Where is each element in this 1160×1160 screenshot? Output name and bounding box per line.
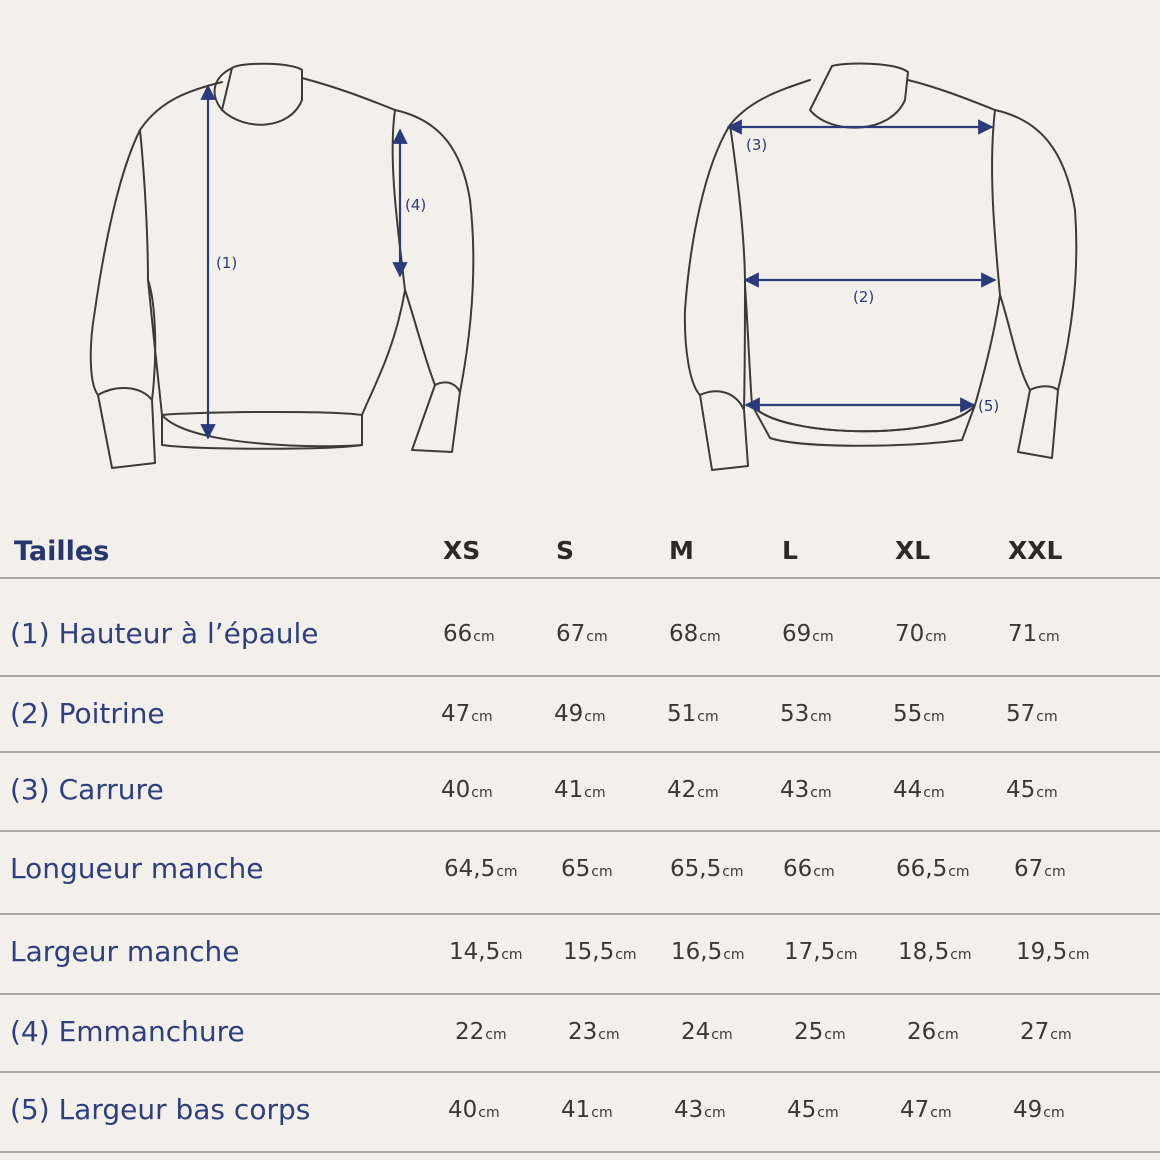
value-number: 16,5 <box>671 939 723 965</box>
back-label-2: (2) <box>853 288 875 306</box>
value-unit: cm <box>591 864 613 880</box>
value-number: 57 <box>1006 701 1036 727</box>
measurement-value-xxl <box>1006 777 1058 803</box>
value-number: 15,5 <box>563 939 615 965</box>
value-unit: cm <box>471 785 493 801</box>
measurement-value-l <box>780 777 832 803</box>
measurement-value-s <box>561 856 613 882</box>
value-unit: cm <box>923 785 945 801</box>
value-number: 55 <box>893 701 923 727</box>
size-xl: XL <box>895 536 931 565</box>
value-number: 53 <box>780 701 810 727</box>
measurement-value-xs <box>449 939 523 965</box>
measurement-label: (3) Carrure <box>10 773 164 806</box>
value-number: 40 <box>448 1097 478 1123</box>
measurement-value-s <box>561 1097 613 1123</box>
value-number: 18,5 <box>898 939 950 965</box>
size-s: S <box>556 536 575 565</box>
value-unit: cm <box>930 1105 952 1121</box>
back-label-5: (5) <box>978 397 1000 415</box>
value-unit: cm <box>836 947 858 963</box>
measurement-value-s <box>568 1019 620 1045</box>
value-unit: cm <box>1050 1027 1072 1043</box>
value-unit: cm <box>501 947 523 963</box>
table-row <box>0 995 1160 1073</box>
table-row <box>0 597 1160 677</box>
measurement-value-xs <box>444 856 518 882</box>
value-unit: cm <box>813 864 835 880</box>
value-number: 22 <box>455 1019 485 1045</box>
value-number: 44 <box>893 777 923 803</box>
value-number: 17,5 <box>784 939 836 965</box>
measurement-value-s <box>563 939 637 965</box>
value-unit: cm <box>923 709 945 725</box>
measurement-value-s <box>554 701 606 727</box>
value-number: 41 <box>561 1097 591 1123</box>
value-number: 43 <box>780 777 810 803</box>
value-number: 14,5 <box>449 939 501 965</box>
value-unit: cm <box>723 947 745 963</box>
measurement-value-l <box>783 856 835 882</box>
value-unit: cm <box>598 1027 620 1043</box>
value-number: 66,5 <box>896 856 948 882</box>
value-unit: cm <box>937 1027 959 1043</box>
front-sweater-drawing <box>91 64 474 468</box>
value-number: 19,5 <box>1016 939 1068 965</box>
value-unit: cm <box>699 629 721 645</box>
measurement-value-m <box>667 777 719 803</box>
measurement-label: (2) Poitrine <box>10 697 165 730</box>
value-number: 23 <box>568 1019 598 1045</box>
sizes-header: Tailles <box>14 536 110 567</box>
row-divider <box>0 577 1160 579</box>
value-unit: cm <box>584 785 606 801</box>
measurement-value-xl <box>898 939 972 965</box>
measurement-value-xs <box>443 621 495 647</box>
value-unit: cm <box>711 1027 733 1043</box>
measurement-value-l <box>782 621 834 647</box>
value-number: 43 <box>674 1097 704 1123</box>
measurement-value-xxl <box>1008 621 1060 647</box>
value-unit: cm <box>697 785 719 801</box>
value-number: 67 <box>1014 856 1044 882</box>
value-unit: cm <box>950 947 972 963</box>
value-number: 45 <box>787 1097 817 1123</box>
value-unit: cm <box>586 629 608 645</box>
size-xs: XS <box>443 536 481 565</box>
measurement-value-m <box>681 1019 733 1045</box>
value-unit: cm <box>722 864 744 880</box>
measurement-value-l <box>794 1019 846 1045</box>
table-header-row <box>0 520 1160 580</box>
value-number: 51 <box>667 701 697 727</box>
measurement-value-xs <box>441 777 493 803</box>
front-label-1: (1) <box>216 254 238 272</box>
value-number: 71 <box>1008 621 1038 647</box>
row-divider <box>0 1151 1160 1153</box>
measurement-value-s <box>556 621 608 647</box>
sweater-diagrams <box>0 0 1160 500</box>
measurement-value-xxl <box>1020 1019 1072 1045</box>
value-unit: cm <box>812 629 834 645</box>
value-unit: cm <box>473 629 495 645</box>
value-unit: cm <box>1036 785 1058 801</box>
measurement-value-l <box>780 701 832 727</box>
value-number: 25 <box>794 1019 824 1045</box>
value-unit: cm <box>615 947 637 963</box>
measurement-value-xl <box>900 1097 952 1123</box>
measurement-value-l <box>787 1097 839 1123</box>
measurement-value-m <box>671 939 745 965</box>
back-label-3: (3) <box>746 136 768 154</box>
value-unit: cm <box>471 709 493 725</box>
value-unit: cm <box>1068 947 1090 963</box>
measurement-value-xl <box>907 1019 959 1045</box>
value-unit: cm <box>817 1105 839 1121</box>
value-number: 64,5 <box>444 856 496 882</box>
value-unit: cm <box>1036 709 1058 725</box>
value-number: 66 <box>443 621 473 647</box>
value-unit: cm <box>1044 864 1066 880</box>
table-row <box>0 753 1160 832</box>
measurement-value-xxl <box>1014 856 1066 882</box>
value-number: 26 <box>907 1019 937 1045</box>
back-sweater-drawing <box>685 64 1076 470</box>
value-unit: cm <box>478 1105 500 1121</box>
measurement-label: (1) Hauteur à l’épaule <box>10 617 319 650</box>
value-unit: cm <box>1043 1105 1065 1121</box>
value-number: 47 <box>441 701 471 727</box>
value-unit: cm <box>704 1105 726 1121</box>
measurement-value-xs <box>441 701 493 727</box>
value-unit: cm <box>810 709 832 725</box>
measurement-value-xs <box>448 1097 500 1123</box>
value-number: 24 <box>681 1019 711 1045</box>
value-number: 65,5 <box>670 856 722 882</box>
measurement-value-xs <box>455 1019 507 1045</box>
table-row <box>0 1073 1160 1153</box>
table-row <box>0 677 1160 753</box>
value-unit: cm <box>824 1027 846 1043</box>
size-m: M <box>669 536 694 565</box>
measurement-label: Longueur manche <box>10 852 264 885</box>
table-row <box>0 915 1160 995</box>
value-number: 45 <box>1006 777 1036 803</box>
value-unit: cm <box>591 1105 613 1121</box>
table-row <box>0 832 1160 915</box>
value-number: 67 <box>556 621 586 647</box>
value-unit: cm <box>948 864 970 880</box>
value-unit: cm <box>925 629 947 645</box>
measurement-value-xl <box>893 777 945 803</box>
value-number: 65 <box>561 856 591 882</box>
value-number: 41 <box>554 777 584 803</box>
measurement-label: (4) Emmanchure <box>10 1015 245 1048</box>
measurement-label: (5) Largeur bas corps <box>10 1093 311 1126</box>
value-number: 70 <box>895 621 925 647</box>
measurement-value-m <box>669 621 721 647</box>
value-number: 42 <box>667 777 697 803</box>
front-label-4: (4) <box>405 196 427 214</box>
value-number: 27 <box>1020 1019 1050 1045</box>
measurement-value-m <box>674 1097 726 1123</box>
size-xxl: XXL <box>1008 536 1063 565</box>
measurement-value-xl <box>896 856 970 882</box>
value-number: 69 <box>782 621 812 647</box>
size-l: L <box>782 536 798 565</box>
value-number: 47 <box>900 1097 930 1123</box>
measurement-value-xl <box>895 621 947 647</box>
value-number: 68 <box>669 621 699 647</box>
measurement-label: Largeur manche <box>10 935 240 968</box>
value-number: 49 <box>554 701 584 727</box>
value-unit: cm <box>810 785 832 801</box>
value-unit: cm <box>584 709 606 725</box>
measurement-value-s <box>554 777 606 803</box>
measurement-value-m <box>667 701 719 727</box>
measurement-value-l <box>784 939 858 965</box>
measurement-value-m <box>670 856 744 882</box>
value-unit: cm <box>496 864 518 880</box>
value-number: 49 <box>1013 1097 1043 1123</box>
measurement-value-xl <box>893 701 945 727</box>
measurement-value-xxl <box>1016 939 1090 965</box>
value-unit: cm <box>1038 629 1060 645</box>
measurement-value-xxl <box>1013 1097 1065 1123</box>
value-unit: cm <box>485 1027 507 1043</box>
measurement-value-xxl <box>1006 701 1058 727</box>
value-number: 40 <box>441 777 471 803</box>
value-number: 66 <box>783 856 813 882</box>
value-unit: cm <box>697 709 719 725</box>
